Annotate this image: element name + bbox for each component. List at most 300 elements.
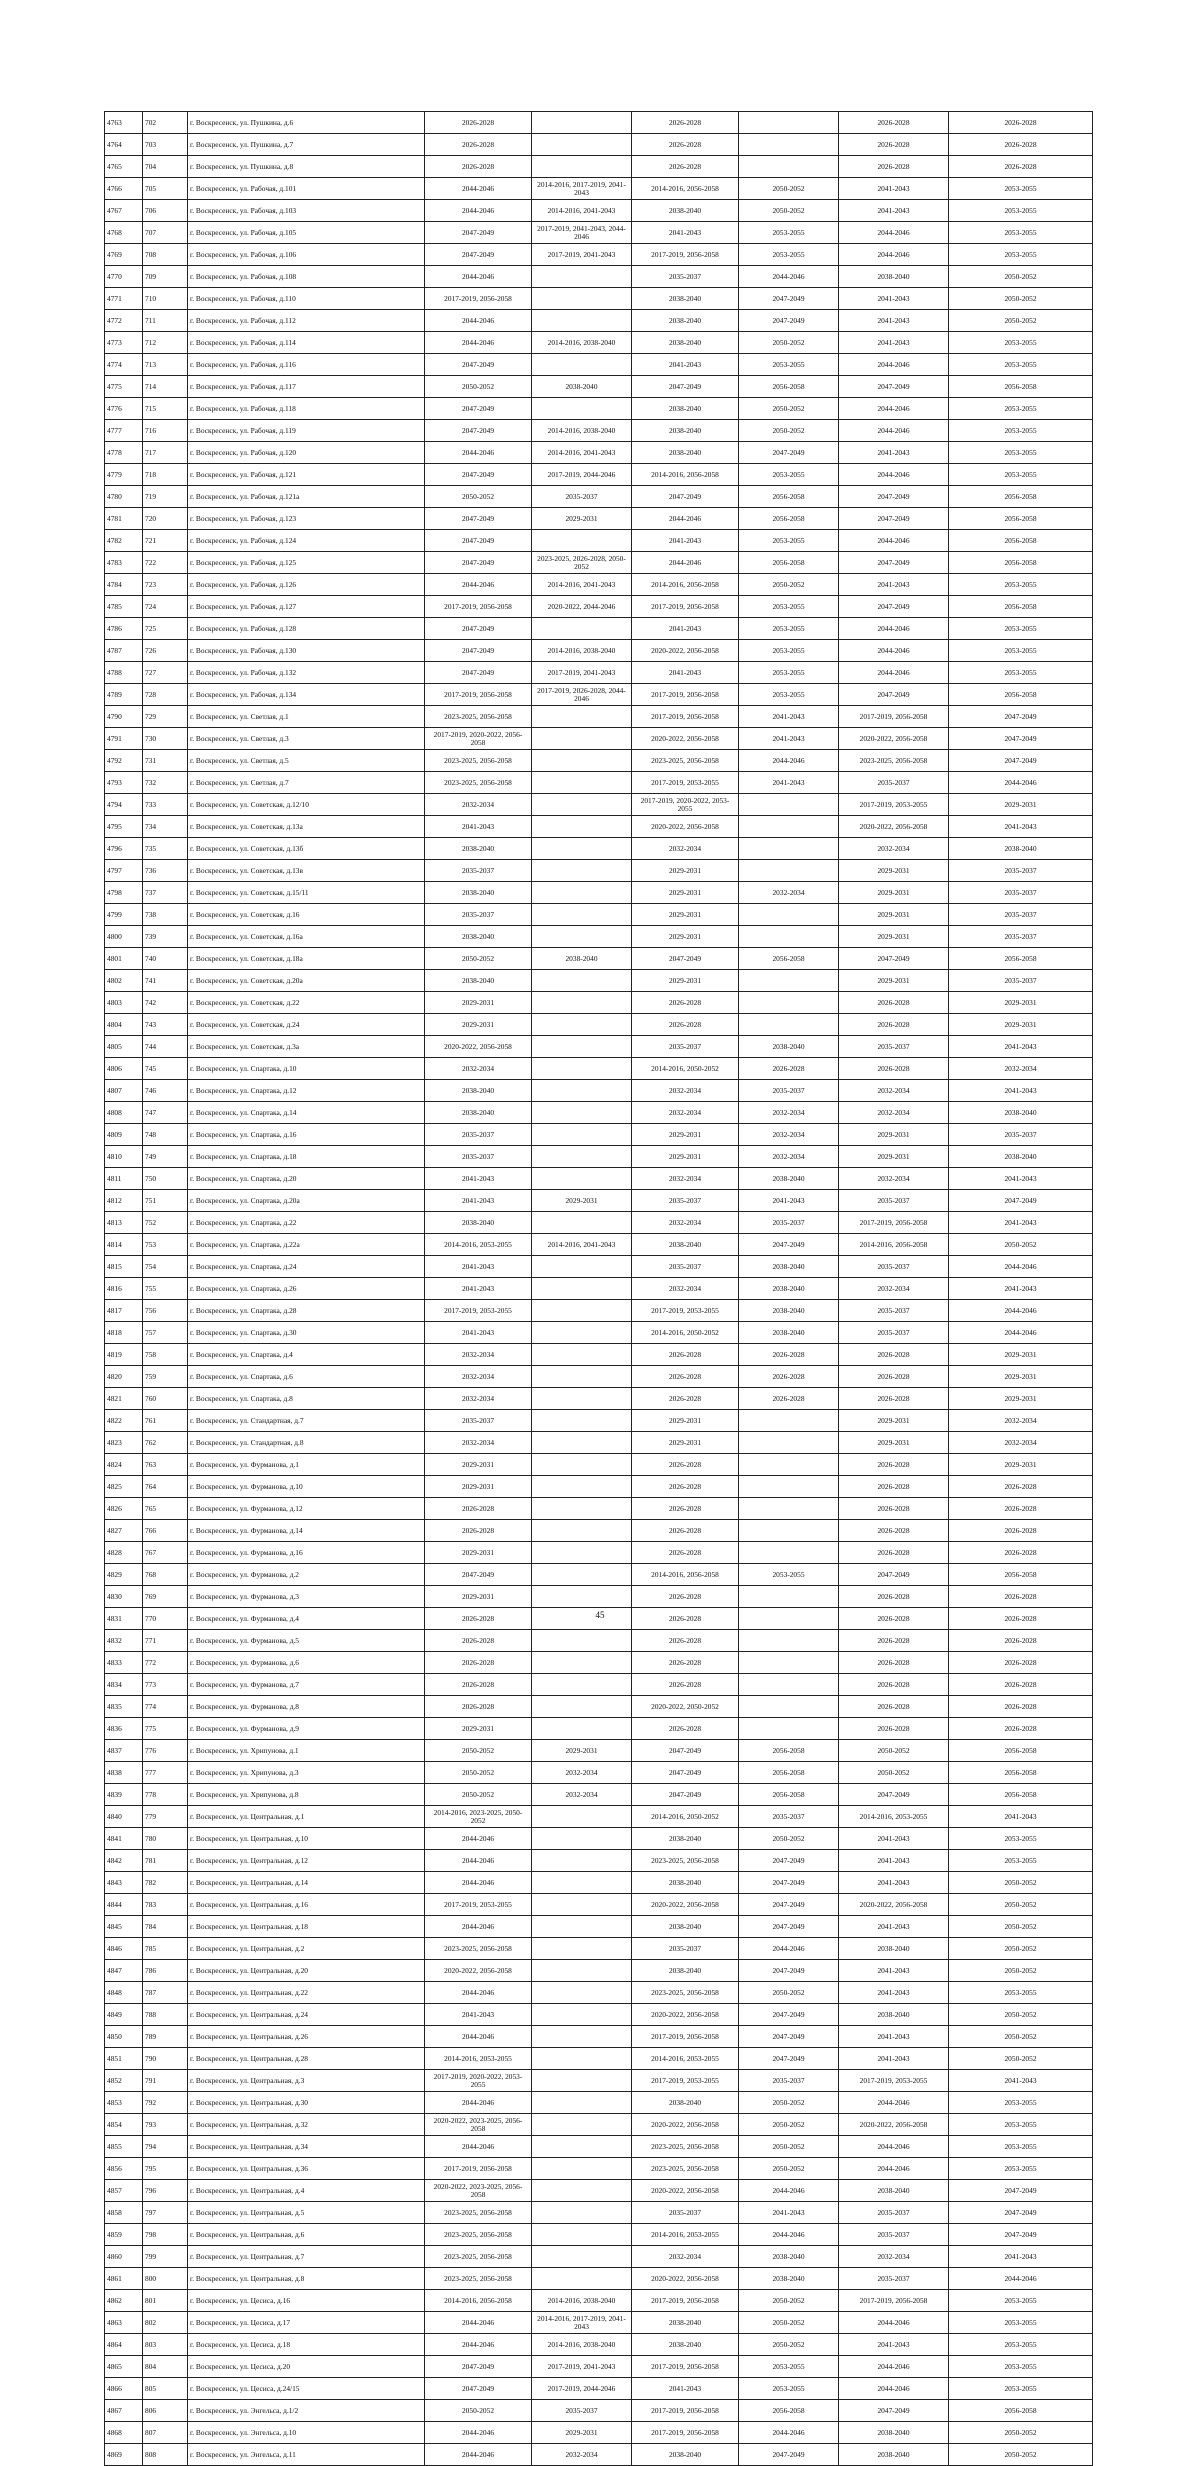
table-row — [105, 1256, 1093, 1278]
table-cell: 2053-2055 — [739, 618, 839, 640]
table-cell: 2044-2046 — [839, 662, 949, 684]
table-cell: 4865 — [105, 2356, 143, 2378]
table-cell: 4787 — [105, 640, 143, 662]
table-cell: 2056-2058 — [739, 2400, 839, 2422]
table-cell: 4849 — [105, 2004, 143, 2026]
table-cell — [532, 398, 632, 420]
table-cell: 2026-2028 — [949, 1718, 1093, 1740]
table-row — [105, 530, 1093, 552]
table-cell: 2050-2052 — [739, 2312, 839, 2334]
table-cell: 2053-2055 — [949, 1982, 1093, 2004]
table-cell: 4812 — [105, 1190, 143, 1212]
table-cell: 4794 — [105, 794, 143, 816]
table-row — [105, 2136, 1093, 2158]
table-cell: 2029-2031 — [839, 1432, 949, 1454]
table-cell: 2041-2043 — [949, 1806, 1093, 1828]
table-cell: 2026-2028 — [839, 156, 949, 178]
table-cell: 721 — [143, 530, 188, 552]
table-cell: 2020-2022, 2056-2058 — [839, 1894, 949, 1916]
table-cell: 2029-2031 — [425, 1454, 532, 1476]
table-cell: 2017-2019, 2041-2043, 2044-2046 — [532, 222, 632, 244]
table-cell: 2032-2034 — [632, 1278, 739, 1300]
table-cell: 2047-2049 — [739, 2444, 839, 2466]
table-cell: г. Воскресенск, ул. Энгельса, д.1/2 — [188, 2400, 425, 2422]
table-cell: г. Воскресенск, ул. Рабочая, д.124 — [188, 530, 425, 552]
table-cell: 2047-2049 — [949, 706, 1093, 728]
table-cell: 2041-2043 — [839, 1916, 949, 1938]
table-cell: 2044-2046 — [839, 2378, 949, 2400]
table-cell: 794 — [143, 2136, 188, 2158]
table-cell: 4867 — [105, 2400, 143, 2422]
table-cell: 747 — [143, 1102, 188, 1124]
table-cell: 2047-2049 — [739, 2004, 839, 2026]
table-cell: 2050-2052 — [949, 1960, 1093, 1982]
table-cell: 760 — [143, 1388, 188, 1410]
table-cell: 791 — [143, 2070, 188, 2092]
table-cell: 2017-2019, 2056-2058 — [425, 2158, 532, 2180]
table-cell: г. Воскресенск, ул. Спартака, д.26 — [188, 1278, 425, 1300]
table-cell — [532, 1674, 632, 1696]
table-cell: 2044-2046 — [839, 2158, 949, 2180]
table-row — [105, 354, 1093, 376]
table-cell: 4778 — [105, 442, 143, 464]
table-cell: г. Воскресенск, ул. Рабочая, д.123 — [188, 508, 425, 530]
table-cell: 2026-2028 — [839, 992, 949, 1014]
table-cell — [532, 618, 632, 640]
table-cell: г. Воскресенск, ул. Центральная, д.14 — [188, 1872, 425, 1894]
table-cell: 2050-2052 — [739, 1828, 839, 1850]
table-cell: 2053-2055 — [739, 530, 839, 552]
table-row — [105, 2092, 1093, 2114]
table-row — [105, 948, 1093, 970]
table-cell: 2050-2052 — [739, 2334, 839, 2356]
table-cell: г. Воскресенск, ул. Рабочая, д.118 — [188, 398, 425, 420]
table-row — [105, 464, 1093, 486]
table-cell: 2029-2031 — [949, 1454, 1093, 1476]
table-cell: 2026-2028 — [949, 1476, 1093, 1498]
table-cell: 2053-2055 — [949, 244, 1093, 266]
table-cell — [739, 1454, 839, 1476]
table-cell: 789 — [143, 2026, 188, 2048]
table-cell: 2041-2043 — [739, 728, 839, 750]
table-cell: 2029-2031 — [839, 926, 949, 948]
table-cell: 2032-2034 — [839, 2246, 949, 2268]
table-cell — [739, 816, 839, 838]
table-cell: г. Воскресенск, ул. Центральная, д.5 — [188, 2202, 425, 2224]
table-cell: г. Воскресенск, ул. Стандартная, д.8 — [188, 1432, 425, 1454]
table-cell: 2032-2034 — [425, 794, 532, 816]
table-cell: 748 — [143, 1124, 188, 1146]
table-cell: 2026-2028 — [949, 1652, 1093, 1674]
table-cell: 2029-2031 — [949, 992, 1093, 1014]
table-cell: 2044-2046 — [632, 552, 739, 574]
table-cell: 2053-2055 — [739, 354, 839, 376]
table-cell: 4861 — [105, 2268, 143, 2290]
table-cell: 718 — [143, 464, 188, 486]
table-cell: 766 — [143, 1520, 188, 1542]
table-cell — [532, 1564, 632, 1586]
table-cell: 797 — [143, 2202, 188, 2224]
table-cell: г. Воскресенск, ул. Рабочая, д.101 — [188, 178, 425, 200]
table-cell: 2035-2037 — [632, 1256, 739, 1278]
table-cell: 2041-2043 — [949, 1168, 1093, 1190]
table-row — [105, 904, 1093, 926]
table-cell: 2020-2022, 2056-2058 — [632, 640, 739, 662]
table-cell: 2020-2022, 2056-2058 — [632, 2004, 739, 2026]
table-cell: г. Воскресенск, ул. Светлая, д.1 — [188, 706, 425, 728]
table-cell: 2047-2049 — [949, 728, 1093, 750]
table-cell: 2047-2049 — [839, 508, 949, 530]
table-cell: 2017-2019, 2053-2055 — [632, 2070, 739, 2092]
table-cell — [532, 1498, 632, 1520]
table-cell: г. Воскресенск, ул. Советская, д.16 — [188, 904, 425, 926]
table-cell: 2020-2022, 2044-2046 — [532, 596, 632, 618]
table-row — [105, 420, 1093, 442]
table-cell: 779 — [143, 1806, 188, 1828]
table-cell: 4791 — [105, 728, 143, 750]
table-row — [105, 1498, 1093, 1520]
table-cell: г. Воскресенск, ул. Спартака, д.22 — [188, 1212, 425, 1234]
table-cell — [739, 1652, 839, 1674]
table-cell: 4869 — [105, 2444, 143, 2466]
table-cell: 736 — [143, 860, 188, 882]
table-row — [105, 1938, 1093, 1960]
table-cell: 2053-2055 — [739, 1564, 839, 1586]
table-cell: 2026-2028 — [425, 1608, 532, 1630]
table-cell: 4859 — [105, 2224, 143, 2246]
table-cell — [532, 816, 632, 838]
table-cell: 2047-2049 — [425, 244, 532, 266]
table-cell: 2014-2016, 2050-2052 — [632, 1058, 739, 1080]
table-cell — [532, 2224, 632, 2246]
table-cell: г. Воскресенск, ул. Рабочая, д.106 — [188, 244, 425, 266]
table-cell: 2032-2034 — [532, 1784, 632, 1806]
table-cell: 2050-2052 — [739, 200, 839, 222]
table-cell: 715 — [143, 398, 188, 420]
table-cell: 4772 — [105, 310, 143, 332]
table-cell: 4801 — [105, 948, 143, 970]
table-cell: 2047-2049 — [632, 1740, 739, 1762]
table-cell: 2017-2019, 2056-2058 — [839, 2290, 949, 2312]
table-cell: 2026-2028 — [839, 1454, 949, 1476]
table-cell: 2053-2055 — [949, 420, 1093, 442]
table-cell: 2047-2049 — [839, 486, 949, 508]
table-cell: 792 — [143, 2092, 188, 2114]
table-cell: 4796 — [105, 838, 143, 860]
table-cell — [739, 794, 839, 816]
table-cell: 2026-2028 — [949, 1696, 1093, 1718]
table-cell: 2038-2040 — [949, 1102, 1093, 1124]
table-cell: 4804 — [105, 1014, 143, 1036]
table-cell: 2020-2022, 2056-2058 — [632, 728, 739, 750]
table-cell: 2026-2028 — [949, 156, 1093, 178]
table-cell: 2035-2037 — [632, 2202, 739, 2224]
table-cell: г. Воскресенск, ул. Советская, д.20а — [188, 970, 425, 992]
table-cell: 2044-2046 — [425, 2422, 532, 2444]
table-cell: 2047-2049 — [632, 948, 739, 970]
table-cell: г. Воскресенск, ул. Спартака, д.20а — [188, 1190, 425, 1212]
table-cell: 2047-2049 — [739, 2026, 839, 2048]
table-cell — [532, 1696, 632, 1718]
table-cell: 2044-2046 — [839, 354, 949, 376]
table-row — [105, 684, 1093, 706]
table-cell: 2023-2025, 2056-2058 — [839, 750, 949, 772]
table-cell: 2029-2031 — [949, 1366, 1093, 1388]
table-cell: г. Воскресенск, ул. Спартака, д.12 — [188, 1080, 425, 1102]
table-cell: 2014-2016, 2038-2040 — [532, 332, 632, 354]
table-cell: 2038-2040 — [839, 2422, 949, 2444]
table-cell: 2020-2022, 2056-2058 — [839, 2114, 949, 2136]
table-row — [105, 2422, 1093, 2444]
table-cell: г. Воскресенск, ул. Рабочая, д.116 — [188, 354, 425, 376]
table-cell: 2056-2058 — [949, 376, 1093, 398]
table-cell: 752 — [143, 1212, 188, 1234]
table-cell: 2056-2058 — [949, 948, 1093, 970]
table-cell: 2035-2037 — [839, 1190, 949, 1212]
table-cell: 2017-2019, 2020-2022, 2053-2055 — [632, 794, 739, 816]
table-cell: 2017-2019, 2056-2058 — [425, 684, 532, 706]
table-cell: 2056-2058 — [739, 1784, 839, 1806]
table-cell: 703 — [143, 134, 188, 156]
table-cell: 2053-2055 — [739, 222, 839, 244]
schedule-table — [104, 111, 1093, 2466]
table-cell: 4789 — [105, 684, 143, 706]
table-cell: 2056-2058 — [949, 530, 1093, 552]
table-cell: 4786 — [105, 618, 143, 640]
table-cell: 2026-2028 — [425, 1696, 532, 1718]
table-cell: 2032-2034 — [532, 1762, 632, 1784]
table-cell: 749 — [143, 1146, 188, 1168]
table-row — [105, 1872, 1093, 1894]
table-cell: 2047-2049 — [425, 640, 532, 662]
table-cell: г. Воскресенск, ул. Светлая, д.5 — [188, 750, 425, 772]
table-cell: 2038-2040 — [739, 2268, 839, 2290]
table-cell — [532, 1410, 632, 1432]
table-cell: 2050-2052 — [739, 2136, 839, 2158]
table-cell: 4836 — [105, 1718, 143, 1740]
table-cell: г. Воскресенск, ул. Фурманова, д.1 — [188, 1454, 425, 1476]
table-cell: 2026-2028 — [425, 1498, 532, 1520]
table-cell: 4773 — [105, 332, 143, 354]
table-cell: 2026-2028 — [425, 1674, 532, 1696]
table-cell: 4767 — [105, 200, 143, 222]
table-row — [105, 2224, 1093, 2246]
table-cell: 4839 — [105, 1784, 143, 1806]
table-cell: 2044-2046 — [839, 420, 949, 442]
table-cell: 2035-2037 — [532, 2400, 632, 2422]
table-cell: 743 — [143, 1014, 188, 1036]
table-cell: 708 — [143, 244, 188, 266]
table-cell: 2053-2055 — [949, 662, 1093, 684]
table-cell: 2026-2028 — [839, 1058, 949, 1080]
table-cell: 2014-2016, 2050-2052 — [632, 1806, 739, 1828]
table-cell: 4802 — [105, 970, 143, 992]
table-cell: г. Воскресенск, ул. Спартака, д.6 — [188, 1366, 425, 1388]
table-row — [105, 772, 1093, 794]
table-cell: 757 — [143, 1322, 188, 1344]
table-cell: 2014-2016, 2041-2043 — [532, 574, 632, 596]
table-cell — [532, 992, 632, 1014]
table-cell: 2056-2058 — [949, 508, 1093, 530]
table-cell — [532, 1454, 632, 1476]
table-cell: 2023-2025, 2056-2058 — [425, 750, 532, 772]
table-cell: 2014-2016, 2053-2055 — [632, 2224, 739, 2246]
table-cell: 799 — [143, 2246, 188, 2268]
table-cell: 2026-2028 — [425, 112, 532, 134]
table-cell: 2014-2016, 2053-2055 — [632, 2048, 739, 2070]
table-cell: 2041-2043 — [839, 574, 949, 596]
table-cell: г. Воскресенск, ул. Центральная, д.12 — [188, 1850, 425, 1872]
table-cell: 2047-2049 — [739, 1850, 839, 1872]
table-cell: 4771 — [105, 288, 143, 310]
table-cell: 4783 — [105, 552, 143, 574]
table-cell: 4782 — [105, 530, 143, 552]
table-cell: 2026-2028 — [632, 1652, 739, 1674]
table-cell: 2053-2055 — [739, 662, 839, 684]
table-cell: 2029-2031 — [425, 1476, 532, 1498]
table-cell: 2044-2046 — [425, 332, 532, 354]
table-cell: 746 — [143, 1080, 188, 1102]
table-cell: 2017-2019, 2053-2055 — [839, 2070, 949, 2092]
table-cell: 4856 — [105, 2158, 143, 2180]
table-cell: 2038-2040 — [425, 970, 532, 992]
table-cell: 2056-2058 — [949, 1564, 1093, 1586]
table-cell: 725 — [143, 618, 188, 640]
table-cell: 2044-2046 — [839, 530, 949, 552]
table-row — [105, 640, 1093, 662]
table-row — [105, 1212, 1093, 1234]
table-cell: 2047-2049 — [739, 1872, 839, 1894]
table-cell: г. Воскресенск, ул. Фурманова, д.4 — [188, 1608, 425, 1630]
table-cell: 770 — [143, 1608, 188, 1630]
table-cell: 2035-2037 — [632, 1938, 739, 1960]
table-row — [105, 1168, 1093, 1190]
table-cell: 2050-2052 — [949, 1872, 1093, 1894]
table-cell — [739, 992, 839, 1014]
table-cell: 2044-2046 — [739, 2224, 839, 2246]
table-cell: 807 — [143, 2422, 188, 2444]
table-cell: 4776 — [105, 398, 143, 420]
table-row — [105, 882, 1093, 904]
table-cell: 804 — [143, 2356, 188, 2378]
table-cell: 724 — [143, 596, 188, 618]
table-cell: 2026-2028 — [632, 1586, 739, 1608]
table-cell: 4784 — [105, 574, 143, 596]
table-cell: 2029-2031 — [839, 882, 949, 904]
table-cell: 2029-2031 — [425, 1586, 532, 1608]
table-cell: г. Воскресенск, ул. Хрипунова, д.1 — [188, 1740, 425, 1762]
table-cell: 2047-2049 — [425, 398, 532, 420]
table-cell: 4814 — [105, 1234, 143, 1256]
table-cell — [532, 772, 632, 794]
table-cell: 2038-2040 — [425, 1212, 532, 1234]
table-cell: 4816 — [105, 1278, 143, 1300]
table-cell: 2026-2028 — [632, 1476, 739, 1498]
table-cell: г. Воскресенск, ул. Центральная, д.7 — [188, 2246, 425, 2268]
table-cell: 2044-2046 — [839, 618, 949, 640]
table-cell: г. Воскресенск, ул. Цесиса, д.24/15 — [188, 2378, 425, 2400]
table-row — [105, 926, 1093, 948]
table-cell — [739, 1674, 839, 1696]
table-cell: 2038-2040 — [632, 442, 739, 464]
table-cell: 2038-2040 — [425, 838, 532, 860]
table-row — [105, 552, 1093, 574]
table-cell: 2047-2049 — [949, 2180, 1093, 2202]
table-cell: 4866 — [105, 2378, 143, 2400]
table-cell: 2026-2028 — [632, 1542, 739, 1564]
table-row — [105, 574, 1093, 596]
table-row — [105, 838, 1093, 860]
table-cell: 2035-2037 — [425, 1410, 532, 1432]
table-cell: 2026-2028 — [949, 1542, 1093, 1564]
table-cell: 2029-2031 — [532, 508, 632, 530]
table-cell: 2038-2040 — [632, 398, 739, 420]
table-cell: 4774 — [105, 354, 143, 376]
table-cell: 2020-2022, 2056-2058 — [632, 816, 739, 838]
table-cell: 753 — [143, 1234, 188, 1256]
table-cell: 2032-2034 — [839, 1080, 949, 1102]
table-cell — [532, 1388, 632, 1410]
table-cell — [739, 156, 839, 178]
table-cell: 2038-2040 — [739, 1322, 839, 1344]
table-row — [105, 2202, 1093, 2224]
table-cell: 2023-2025, 2056-2058 — [425, 2268, 532, 2290]
table-cell: 2017-2019, 2056-2058 — [425, 596, 532, 618]
table-cell — [532, 1982, 632, 2004]
table-cell: 2047-2049 — [949, 2202, 1093, 2224]
table-cell: г. Воскресенск, ул. Фурманова, д.12 — [188, 1498, 425, 1520]
table-cell: 2035-2037 — [949, 860, 1093, 882]
table-cell: 2026-2028 — [839, 1520, 949, 1542]
table-cell — [532, 1036, 632, 1058]
table-cell: г. Воскресенск, ул. Советская, д.12/10 — [188, 794, 425, 816]
table-cell: 2041-2043 — [839, 2026, 949, 2048]
table-row — [105, 2290, 1093, 2312]
table-cell — [532, 706, 632, 728]
table-cell: 2029-2031 — [425, 992, 532, 1014]
table-cell: 2029-2031 — [632, 882, 739, 904]
table-cell: 2035-2037 — [425, 904, 532, 926]
table-cell: 4820 — [105, 1366, 143, 1388]
table-cell: 774 — [143, 1696, 188, 1718]
table-cell: 2020-2022, 2056-2058 — [839, 816, 949, 838]
table-cell: 2035-2037 — [949, 970, 1093, 992]
table-cell: 2050-2052 — [425, 1762, 532, 1784]
table-cell: 4862 — [105, 2290, 143, 2312]
table-cell — [532, 1718, 632, 1740]
table-cell: 2041-2043 — [425, 1190, 532, 1212]
table-cell: 2023-2025, 2056-2058 — [425, 1938, 532, 1960]
table-cell: 2038-2040 — [632, 2444, 739, 2466]
table-cell: 2017-2019, 2020-2022, 2056-2058 — [425, 728, 532, 750]
table-cell: г. Воскресенск, ул. Советская, д.15/11 — [188, 882, 425, 904]
table-cell — [532, 1432, 632, 1454]
table-cell — [532, 1366, 632, 1388]
table-cell: 2035-2037 — [425, 1124, 532, 1146]
table-cell: 2053-2055 — [739, 2356, 839, 2378]
table-cell: 2053-2055 — [949, 2290, 1093, 2312]
table-cell: 2032-2034 — [532, 2444, 632, 2466]
page-number: 45 — [595, 1610, 605, 1620]
table-cell: 710 — [143, 288, 188, 310]
table-cell: 2032-2034 — [425, 1432, 532, 1454]
table-cell: 2026-2028 — [632, 1454, 739, 1476]
table-cell — [532, 2114, 632, 2136]
table-row — [105, 2180, 1093, 2202]
table-cell: 788 — [143, 2004, 188, 2026]
table-cell: г. Воскресенск, ул. Фурманова, д.3 — [188, 1586, 425, 1608]
table-cell: 2041-2043 — [739, 2202, 839, 2224]
